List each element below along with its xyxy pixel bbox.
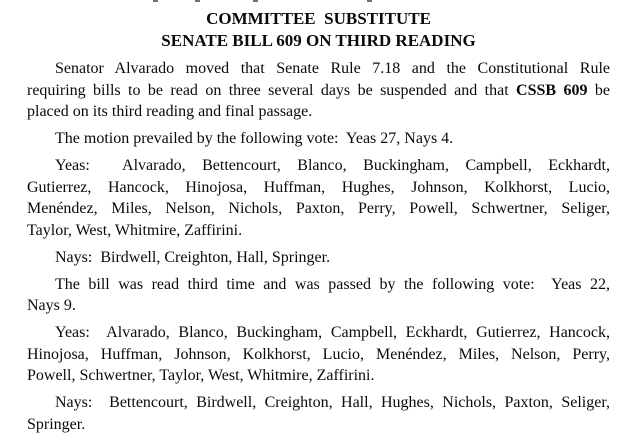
text-segment: Senator Alvarado moved that Senate Rule 7.18 and the Constitutional Rule [55, 60, 610, 77]
text-segment: Nays: Bettencourt, Birdwell, Creighton, Hall, Hughes, Nichols, Paxton, Seliger, [55, 394, 610, 411]
text-segment: Gutierrez, Hancock, Hinojosa, Huffman, Hughes, Johnson, Kolkhorst, Lucio, [27, 178, 610, 196]
text-line [27, 58, 610, 80]
text-segment: Nays: Birdwell, Creighton, Hall, Springer. [55, 248, 331, 266]
paragraph-yeas-first-vote [27, 155, 610, 241]
text-line [27, 177, 610, 199]
text-line [27, 247, 610, 269]
bold-text: CSSB 609 [516, 81, 588, 99]
text-segment: placed on its third reading and final passage. [27, 103, 313, 120]
paragraph-motion-prevailed-vote [27, 128, 610, 150]
text-segment: Hinojosa, Huffman, Johnson, Kolkhorst, Lucio, Menéndez, Miles, Nelson, Perry, [27, 345, 610, 363]
document-heading [27, 8, 610, 51]
text-line [27, 365, 610, 387]
heading-committee-substitute: COMMITTEE SUBSTITUTE [206, 9, 431, 28]
text-line [27, 155, 610, 177]
glyph-fragment [253, 0, 258, 2]
text-line [27, 392, 610, 414]
text-line [27, 220, 610, 242]
paragraph-nays-second-vote [27, 392, 610, 435]
text-segment: The motion prevailed by the following vote: Yeas 27, Nays 4. [55, 130, 454, 147]
text-segment: Taylor, West, Whitmire, Zaffirini. [27, 221, 243, 239]
text-segment: Menéndez, Miles, Nelson, Nichols, Paxton, Perry, Powell, Schwertner, Seliger, [27, 200, 610, 217]
text-line [27, 322, 610, 344]
heading-senate-bill-609: SENATE BILL 609 ON THIRD READING [161, 30, 476, 50]
paragraph-motion-suspend-rule [27, 58, 610, 123]
text-line [27, 128, 610, 150]
text-segment: Powell, Schwertner, Taylor, West, Whitmire, Zaffirini. [27, 367, 375, 384]
text-segment: be [587, 81, 610, 99]
text-segment: Nays 9. [27, 297, 76, 314]
text-segment: Yeas: Alvarado, Bettencourt, Blanco, Buckingham, Campbell, Eckhardt, [55, 157, 610, 174]
glyph-fragment [195, 0, 200, 2]
text-line [27, 101, 610, 123]
text-line [27, 414, 610, 436]
text-line [27, 344, 610, 366]
paragraph-yeas-second-vote [27, 322, 610, 387]
text-segment: requiring bills to be read on three several days be suspended and that [27, 81, 517, 99]
text-line [27, 198, 610, 220]
text-segment: The bill was read third time and was passed by the following vote: Yeas 22, [55, 275, 610, 293]
text-line [27, 295, 610, 317]
glyph-fragment [153, 0, 158, 2]
paragraph-bill-passed-vote [27, 274, 610, 317]
glyph-fragment [367, 0, 372, 2]
paragraphs [27, 58, 610, 435]
text-line [27, 274, 610, 296]
text-segment: Springer. [27, 415, 86, 433]
text-line [27, 80, 610, 102]
text-segment: Yeas: Alvarado, Blanco, Buckingham, Campbell, Eckhardt, Gutierrez, Hancock, [55, 324, 610, 341]
paragraph-nays-first-vote [27, 247, 610, 269]
